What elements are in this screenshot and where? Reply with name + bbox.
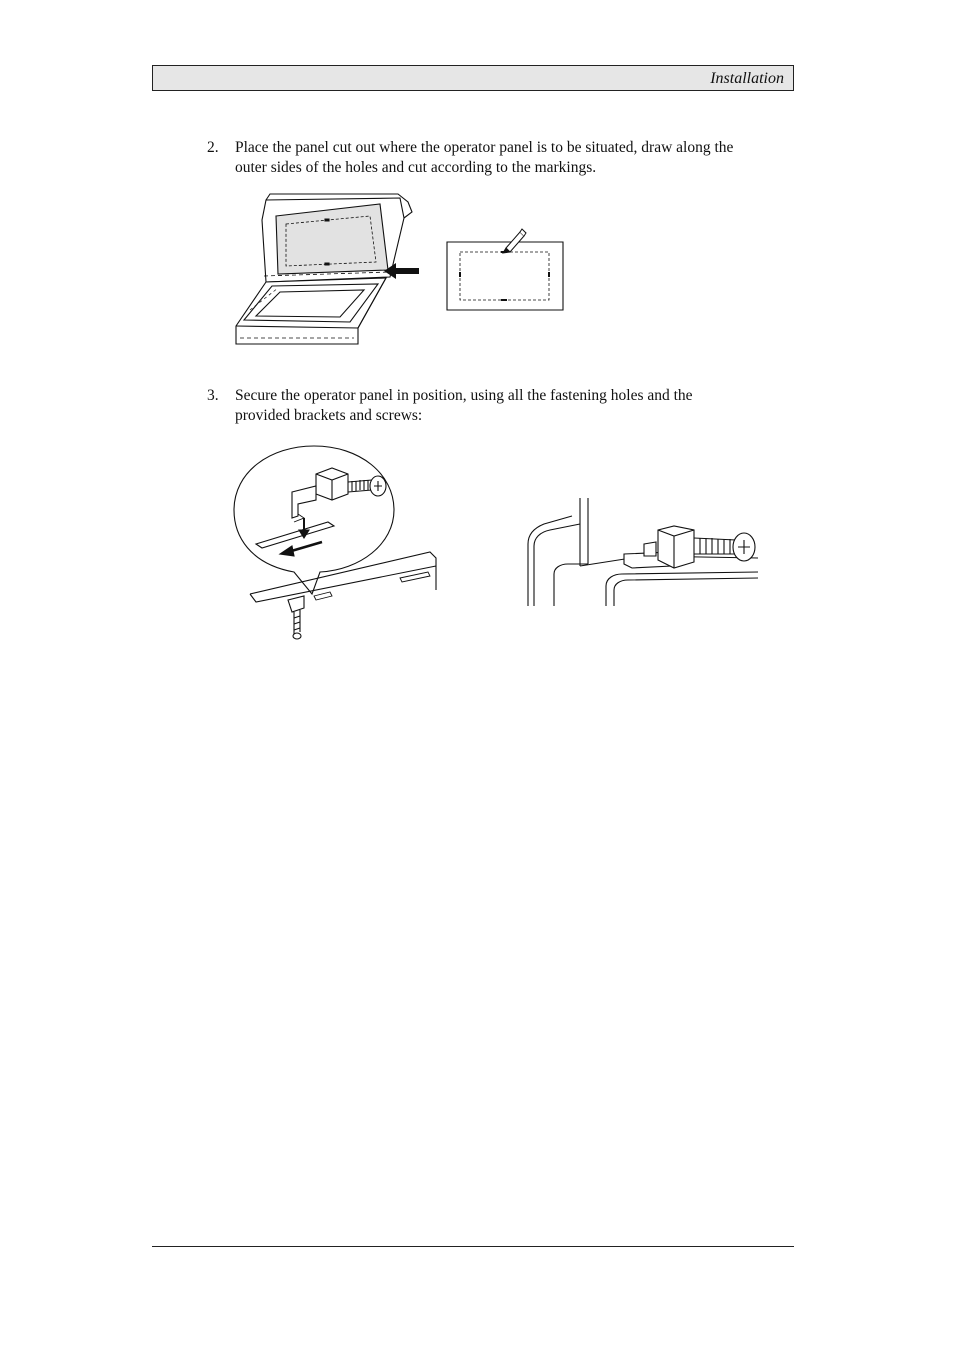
step-text: Secure the operator panel in position, using all the fastening holes and the provided brackets and screws: (235, 387, 693, 424)
header-title: Installation (710, 70, 784, 87)
mounted-bracket-illustration (524, 494, 764, 608)
step-number: 3. (207, 387, 219, 404)
footer-rule (152, 1246, 794, 1247)
arrow-icon (384, 262, 420, 280)
step-2 (207, 138, 747, 178)
pencil-icon (500, 226, 528, 254)
bracket-detail-illustration (232, 444, 438, 644)
running-header (152, 65, 794, 91)
step-text: Place the panel cut out where the operator panel is to be situated, draw along the outer sides of the holes and cut according to the markings. (235, 139, 734, 176)
step-3 (207, 386, 747, 426)
step-number: 2. (207, 139, 219, 156)
